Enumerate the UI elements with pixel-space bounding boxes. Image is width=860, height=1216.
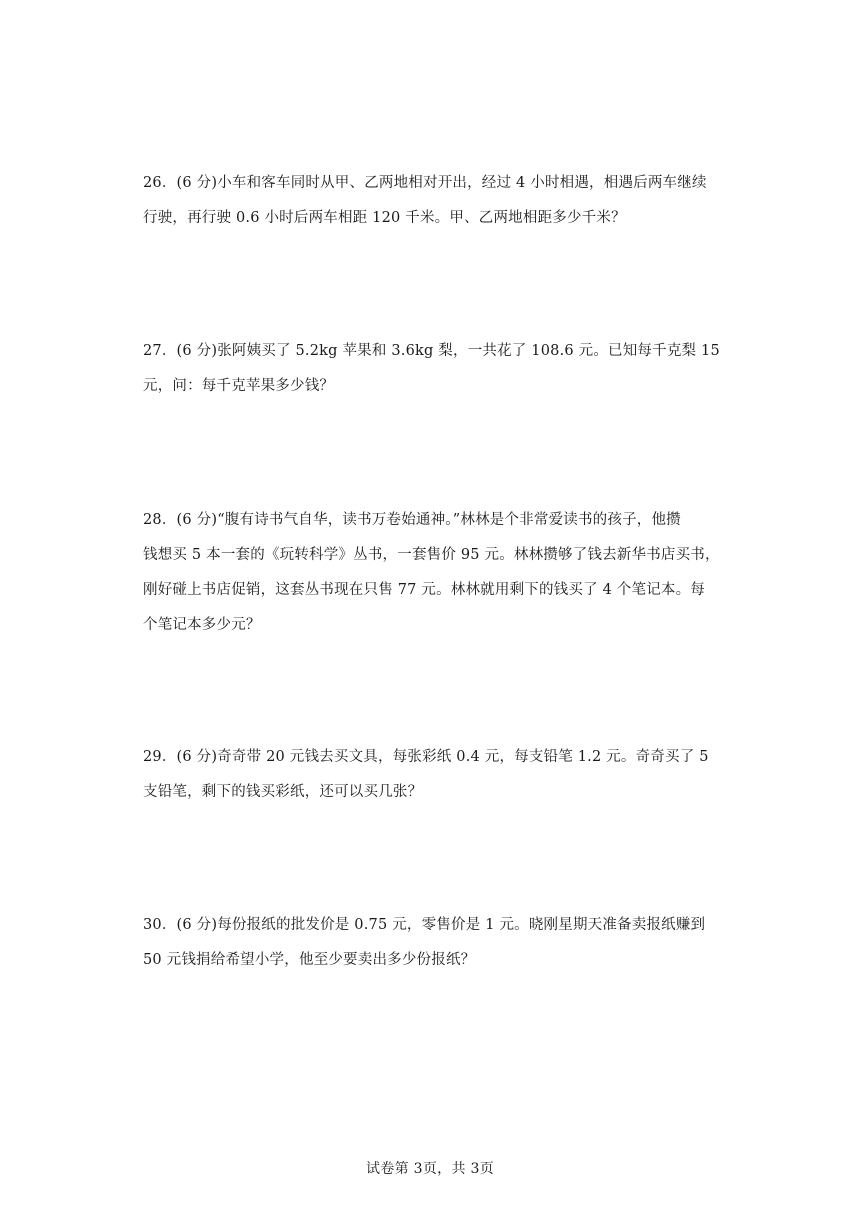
question-28-line-3: 刚好碰上书店促销，这套丛书现在只售 77 元。林林就用剩下的钱买了 4 个笔记本。每 — [143, 582, 706, 598]
question-27-line-1: 27．(6 分)张阿姨买了 5.2kg 苹果和 3.6kg 梨，一共花了 108.6 元。已知每千克梨 15 — [143, 343, 720, 359]
question-30 — [143, 908, 723, 978]
question-27-line-2: 元，问：每千克苹果多少钱？ — [143, 378, 335, 394]
question-28-line-2: 钱想买 5 本一套的《玩转科学》丛书，一套售价 95 元。林林攒够了钱去新华书店买书， — [143, 547, 720, 563]
page-footer — [0, 1158, 860, 1178]
question-26 — [143, 166, 723, 236]
question-29-line-1: 29．(6 分)奇奇带 20 元钱去买文具，每张彩纸 0.4 元，每支铅笔 1.2 元。奇奇买了 5 — [143, 749, 709, 765]
question-29 — [143, 740, 723, 810]
question-26-line-1: 26．(6 分)小车和客车同时从甲、乙两地相对开出，经过 4 小时相遇，相遇后两车继续 — [143, 175, 707, 191]
question-27 — [143, 334, 723, 404]
question-29-line-2: 支铅笔，剩下的钱买彩纸，还可以买几张？ — [143, 784, 423, 800]
question-28 — [143, 503, 723, 643]
question-28-line-1: 28．(6 分)“腹有诗书气自华，读书万卷始通神。”林林是个非常爱读书的孩子，他攒 — [143, 512, 681, 528]
question-30-line-1: 30．(6 分)每份报纸的批发价是 0.75 元，零售价是 1 元。晓刚星期天准备卖报纸赚到 — [143, 917, 706, 933]
question-26-line-2: 行驶，再行驶 0.6 小时后两车相距 120 千米。甲、乙两地相距多少千米？ — [143, 210, 626, 226]
question-28-line-4: 个笔记本多少元？ — [143, 617, 261, 633]
page-number-label: 试卷第 3页，共 3页 — [365, 1161, 494, 1177]
question-30-line-2: 50 元钱捐给希望小学，他至少要卖出多少份报纸？ — [143, 952, 476, 968]
